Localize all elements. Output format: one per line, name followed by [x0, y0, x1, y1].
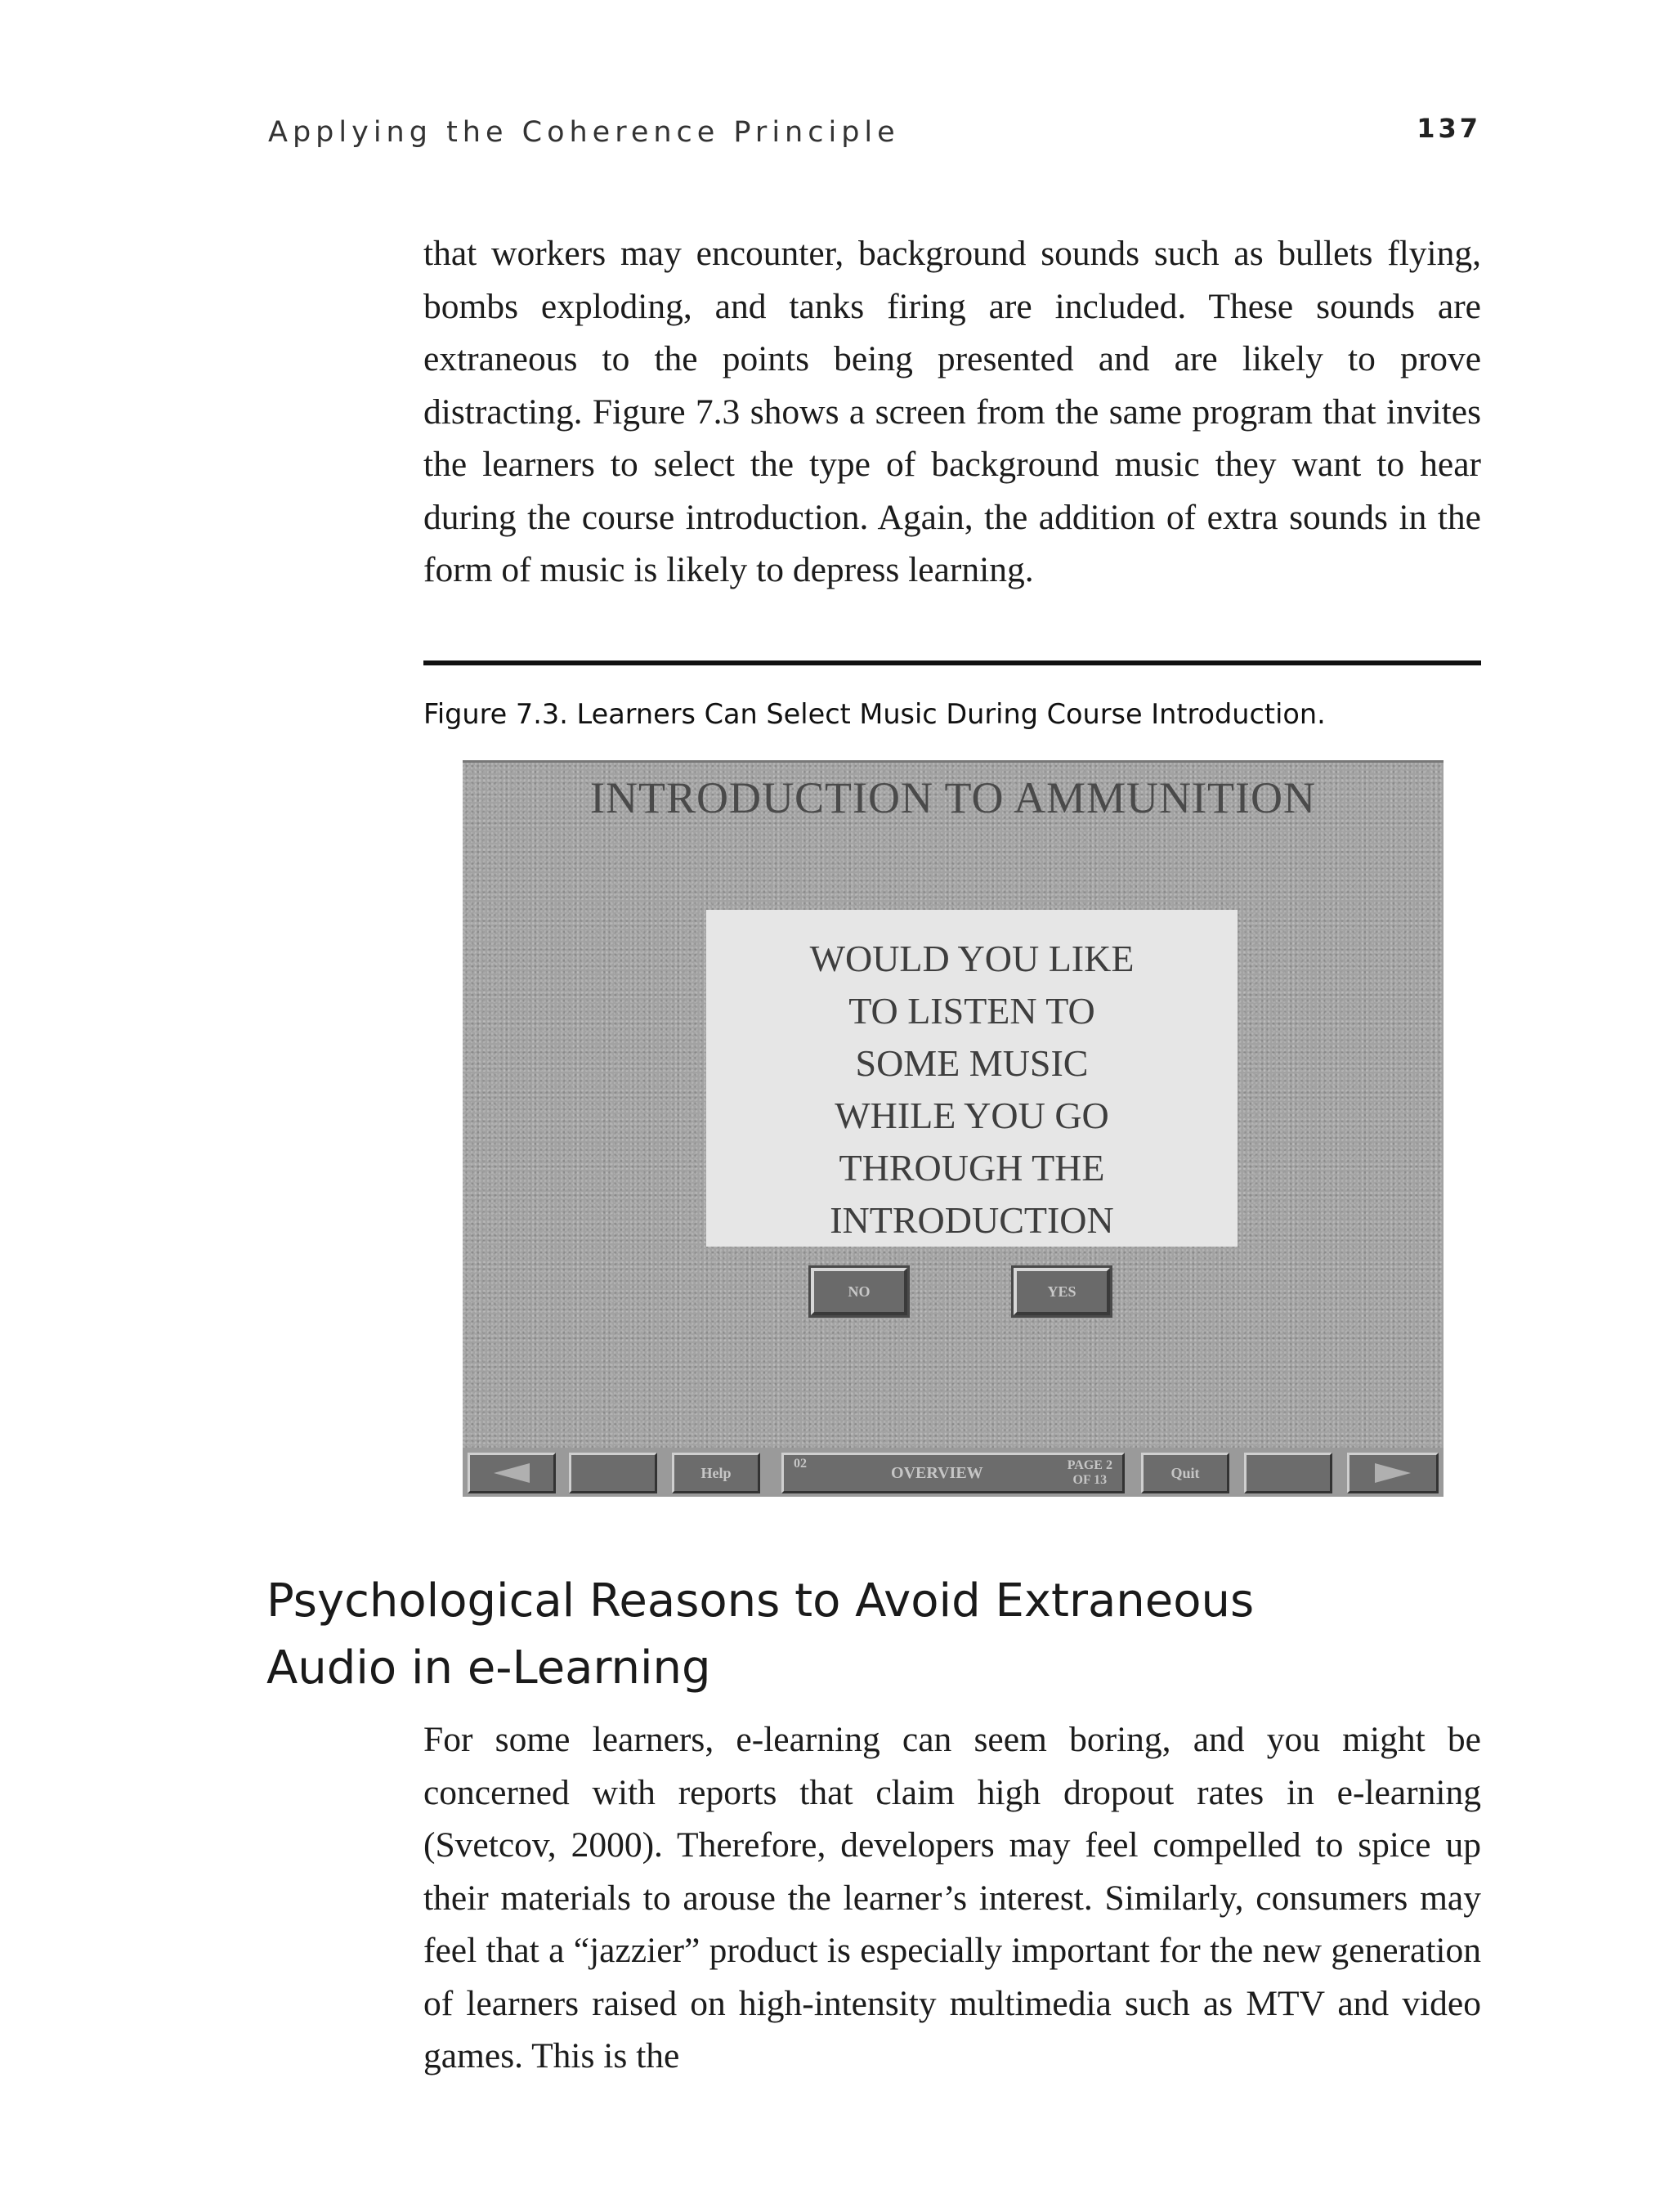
body-paragraph: that workers may encounter, background sounds such as bullets flying, bombs exploding, and tanks firing are included. These sounds are extraneous to the points being presented and are likely to prove distracting. Figure 7.3 shows a screen from the same program that invites the learners to select the type of background music they want to hear during the course introduction. Again, the addition of extra sounds in the form of music is likely to depress learning.: [423, 234, 1481, 589]
running-head: Applying the Coherence Principle: [268, 116, 900, 149]
body-paragraph: For some learners, e-learning can seem boring, and you might be concerned with reports that claim high dropout rates in e-learning (Svetcov, 2000). Therefore, developers may feel compelled to spice up their materials to arouse the learner’s interest. Similarly, consumers may feel that a “jazzier” product is especially important for the new generation of learners raised on high-intensity multimedia such as MTV and video games. This is the: [423, 1720, 1481, 2075]
page-number: 137: [1417, 113, 1481, 144]
back-arrow-icon: [494, 1463, 530, 1483]
figure-screenshot: [463, 760, 1443, 1497]
no-button[interactable]: NO: [811, 1268, 907, 1315]
overview-label: OVERVIEW: [891, 1463, 983, 1482]
overview-number: 02: [794, 1457, 807, 1471]
music-prompt-dialog: [706, 910, 1238, 1247]
figure-rule: [423, 660, 1481, 665]
next-arrow-icon: [1375, 1463, 1411, 1483]
overview-button[interactable]: [781, 1453, 1125, 1493]
figure-caption: Figure 7.3. Learners Can Select Music During Course Introduction.: [423, 698, 1326, 730]
help-button[interactable]: Help: [672, 1453, 760, 1493]
yes-button[interactable]: YES: [1014, 1268, 1110, 1315]
next-button[interactable]: [1347, 1453, 1439, 1493]
quit-button[interactable]: Quit: [1141, 1453, 1229, 1493]
screen-title: INTRODUCTION TO AMMUNITION: [590, 773, 1316, 822]
section-heading: Psychological Reasons to Avoid Extraneous Audio in e-Learning: [266, 1574, 1255, 1695]
page-indicator: PAGE 2 OF 13: [1067, 1458, 1112, 1487]
music-prompt-text: WOULD YOU LIKE TO LISTEN TO SOME MUSIC WHILE YOU GO THROUGH THE INTRODUCTION: [809, 938, 1135, 1241]
blank-nav-button[interactable]: [1244, 1453, 1332, 1493]
back-button[interactable]: [468, 1453, 556, 1493]
screen-nav-bar: [463, 1448, 1443, 1497]
blank-nav-button[interactable]: [569, 1453, 657, 1493]
